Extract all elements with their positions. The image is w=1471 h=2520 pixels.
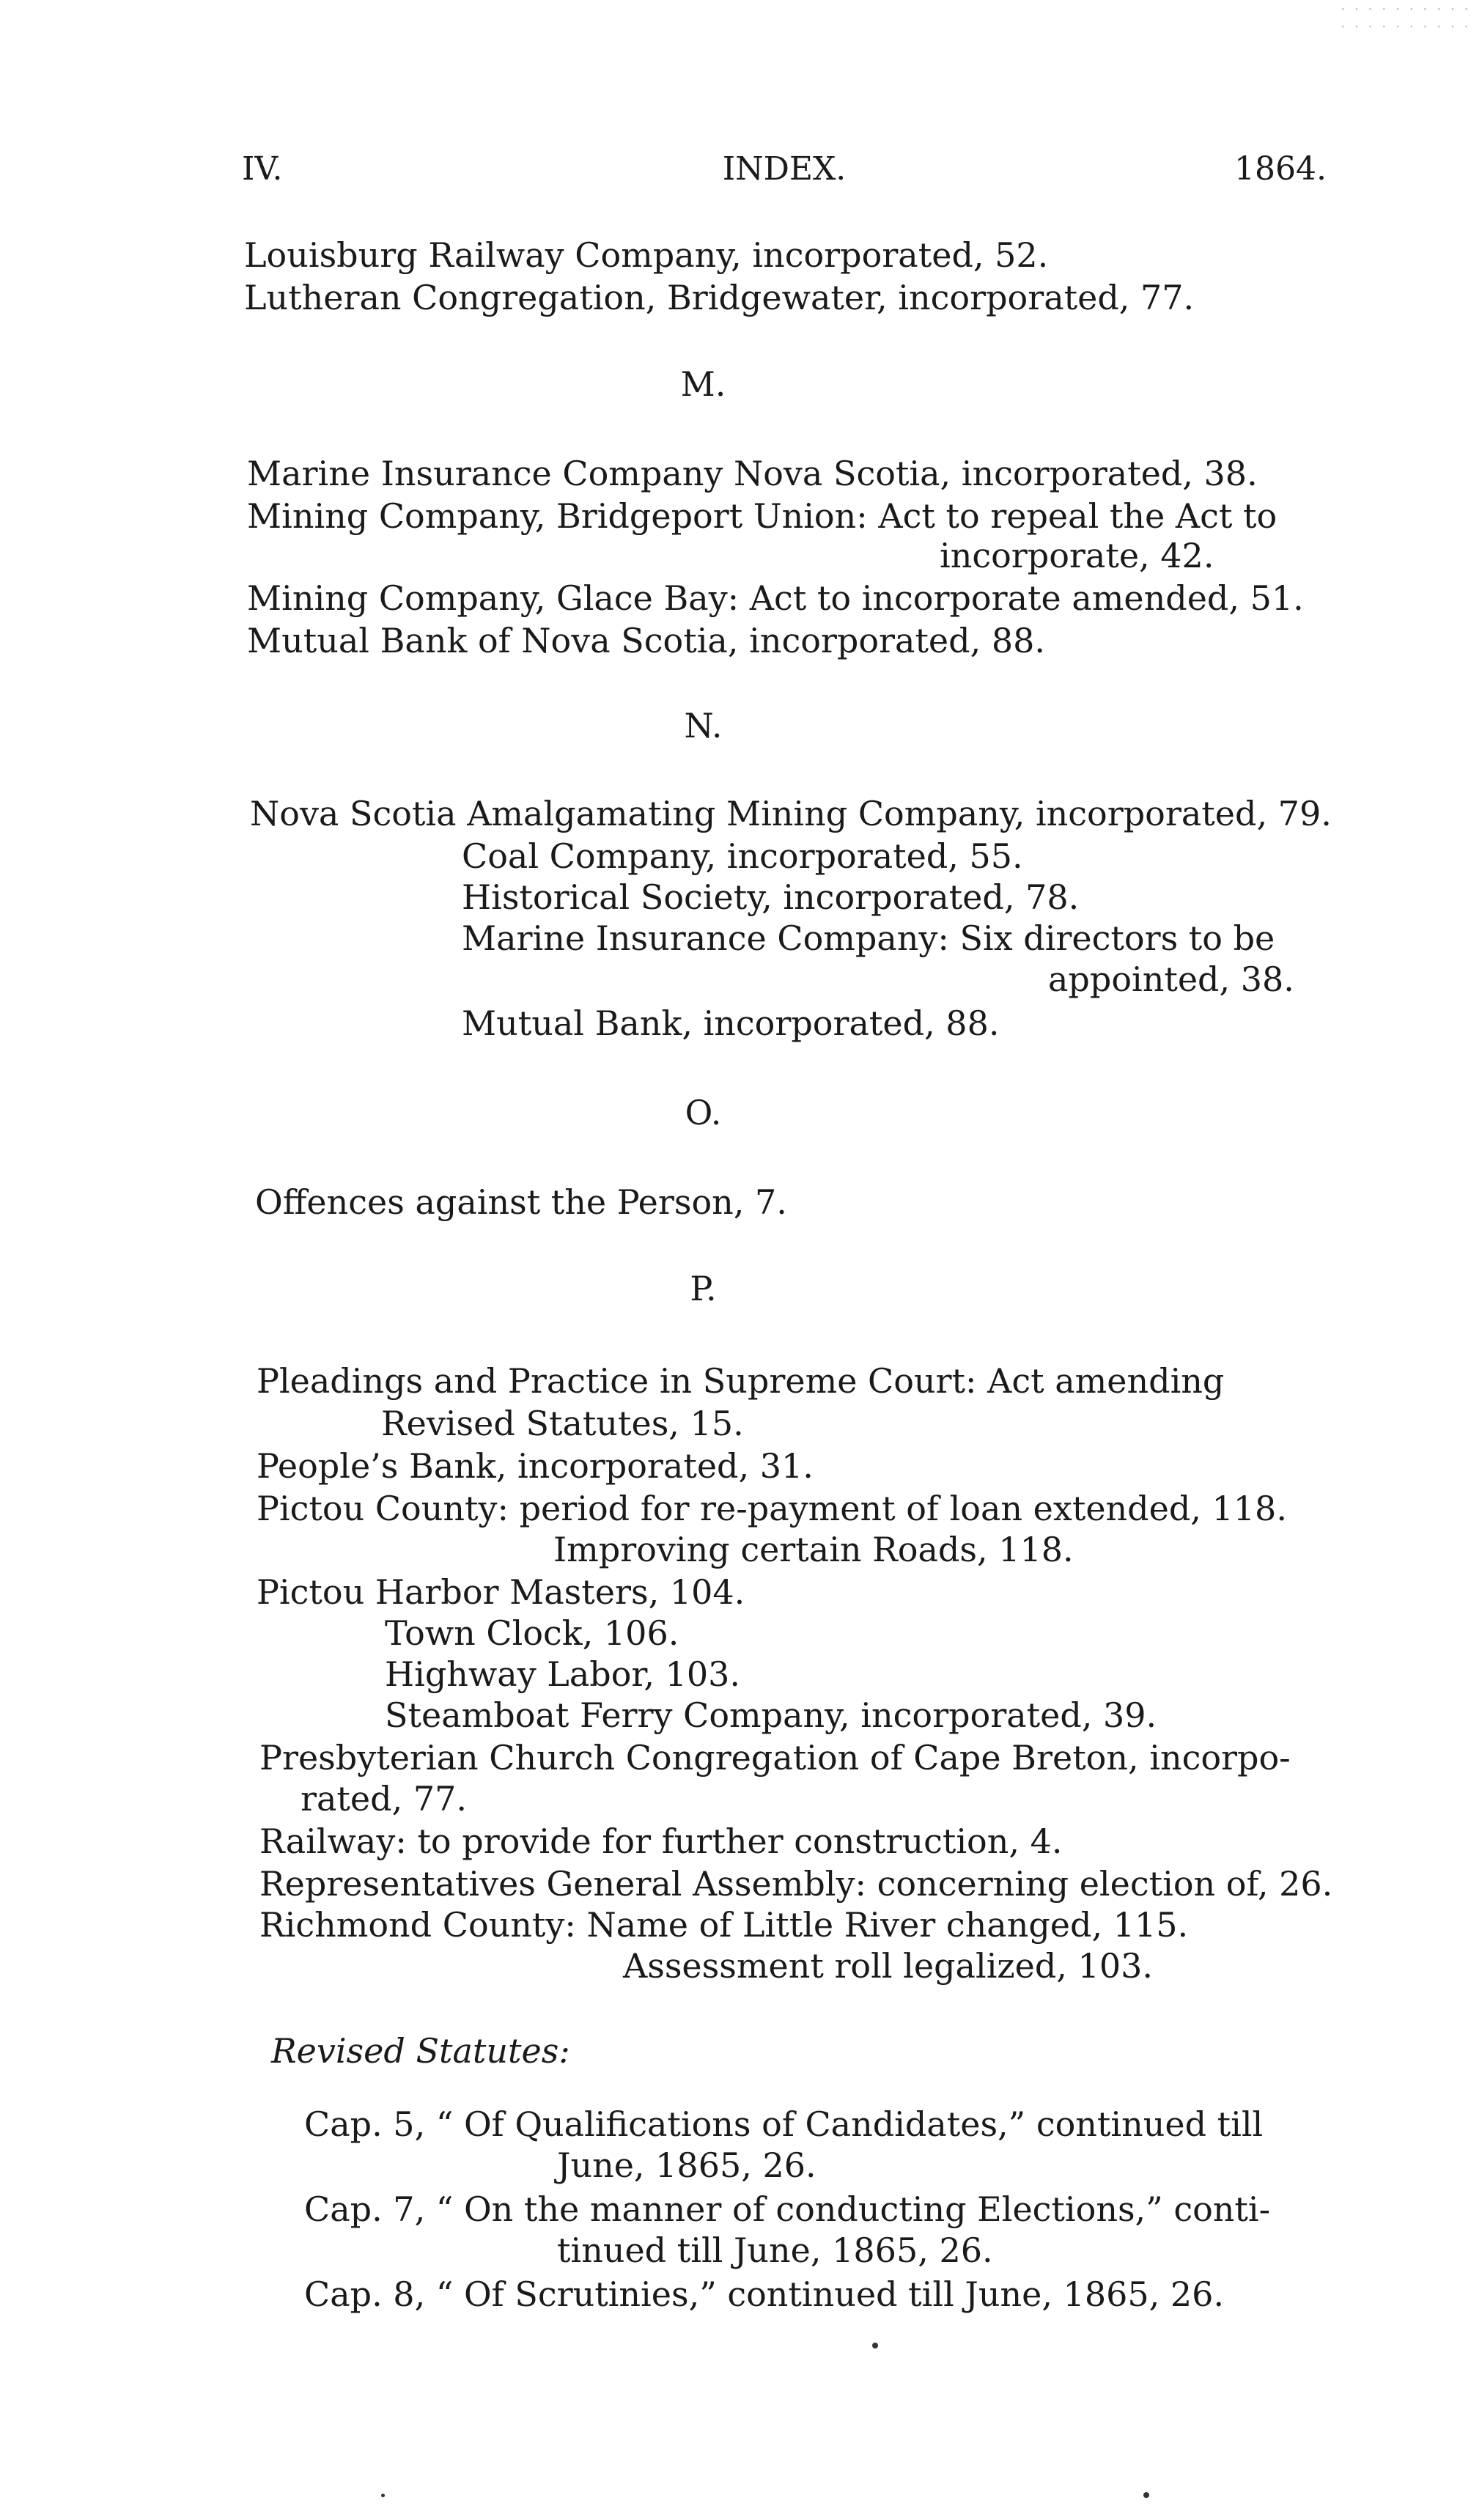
index-entry: Nova Scotia Amalgamating Mining Company, incorporated, 79. (250, 794, 1332, 833)
statute-entry-continuation: tinued till June, 1865, 26. (557, 2230, 993, 2270)
statute-entry: Cap. 8, “ Of Scrutinies,” continued till June, 1865, 26. (304, 2274, 1225, 2314)
index-entry: Representatives General Assembly: concerning election of, 26. (259, 1864, 1333, 1904)
index-entry-continuation: appointed, 38. (1048, 959, 1294, 999)
index-subentry: Highway Labor, 103. (385, 1654, 741, 1694)
index-entry: Mining Company, Glace Bay: Act to incorporate amended, 51. (247, 578, 1304, 618)
index-entry: Pleadings and Practice in Supreme Court: Act amending (257, 1361, 1225, 1401)
scan-speck (1143, 2492, 1149, 2498)
index-entry: Railway: to provide for further construction, 4. (259, 1821, 1063, 1861)
scan-edge-dots: · · · · · · · · · · · · · · · · · · · · (1341, 0, 1471, 35)
index-subentry: Improving certain Roads, 118. (553, 1530, 1074, 1569)
index-subentry: Assessment roll legalized, 103. (623, 1946, 1153, 1986)
index-subentry: Mutual Bank, incorporated, 88. (462, 1003, 1000, 1043)
page-numeral: IV. (242, 150, 283, 188)
revised-statutes-heading: Revised Statutes: (271, 2031, 570, 2071)
index-entry: Marine Insurance Company Nova Scotia, incorporated, 38. (247, 454, 1258, 493)
index-entry: Mining Company, Bridgeport Union: Act to repeal the Act to (247, 496, 1278, 536)
section-heading-o: O. (685, 1093, 722, 1132)
statute-entry: Cap. 7, “ On the manner of conducting Elections,” conti- (304, 2189, 1271, 2229)
index-entry-continuation: rated, 77. (301, 1779, 467, 1819)
index-subentry: Town Clock, 106. (385, 1613, 679, 1653)
index-subentry: Marine Insurance Company: Six directors to be (462, 918, 1275, 958)
scan-speck (381, 2494, 385, 2497)
index-entry-continuation: Revised Statutes, 15. (381, 1404, 744, 1443)
page-title: INDEX. (722, 150, 847, 188)
index-subentry: Coal Company, incorporated, 55. (462, 836, 1023, 876)
page-header (242, 150, 1327, 194)
section-heading-m: M. (680, 364, 726, 404)
index-entry-continuation: incorporate, 42. (940, 536, 1214, 575)
scan-speck (872, 2343, 878, 2348)
index-entry: Lutheran Congregation, Bridgewater, incorporated, 77. (244, 278, 1195, 317)
index-entry: Louisburg Railway Company, incorporated, 52. (244, 235, 1049, 275)
index-entry: Presbyterian Church Congregation of Cape Breton, incorpo- (259, 1738, 1291, 1777)
index-entry: Pictou County: period for re-payment of loan extended, 118. (257, 1489, 1287, 1528)
index-entry: Mutual Bank of Nova Scotia, incorporated, 88. (247, 621, 1045, 660)
index-entry: Richmond County: Name of Little River changed, 115. (259, 1905, 1189, 1945)
section-heading-p: P. (690, 1269, 717, 1308)
section-heading-n: N. (684, 706, 723, 745)
index-subentry: Historical Society, incorporated, 78. (462, 877, 1080, 917)
statute-entry-continuation: June, 1865, 26. (557, 2145, 816, 2185)
index-entry: People’s Bank, incorporated, 31. (257, 1446, 814, 1486)
statute-entry: Cap. 5, “ Of Qualifications of Candidates,” continued till (304, 2104, 1264, 2144)
index-subentry: Steamboat Ferry Company, incorporated, 39. (385, 1695, 1157, 1735)
page-year: 1864. (1234, 150, 1327, 188)
index-entry: Offences against the Person, 7. (255, 1182, 787, 1222)
index-entry: Pictou Harbor Masters, 104. (257, 1572, 745, 1612)
